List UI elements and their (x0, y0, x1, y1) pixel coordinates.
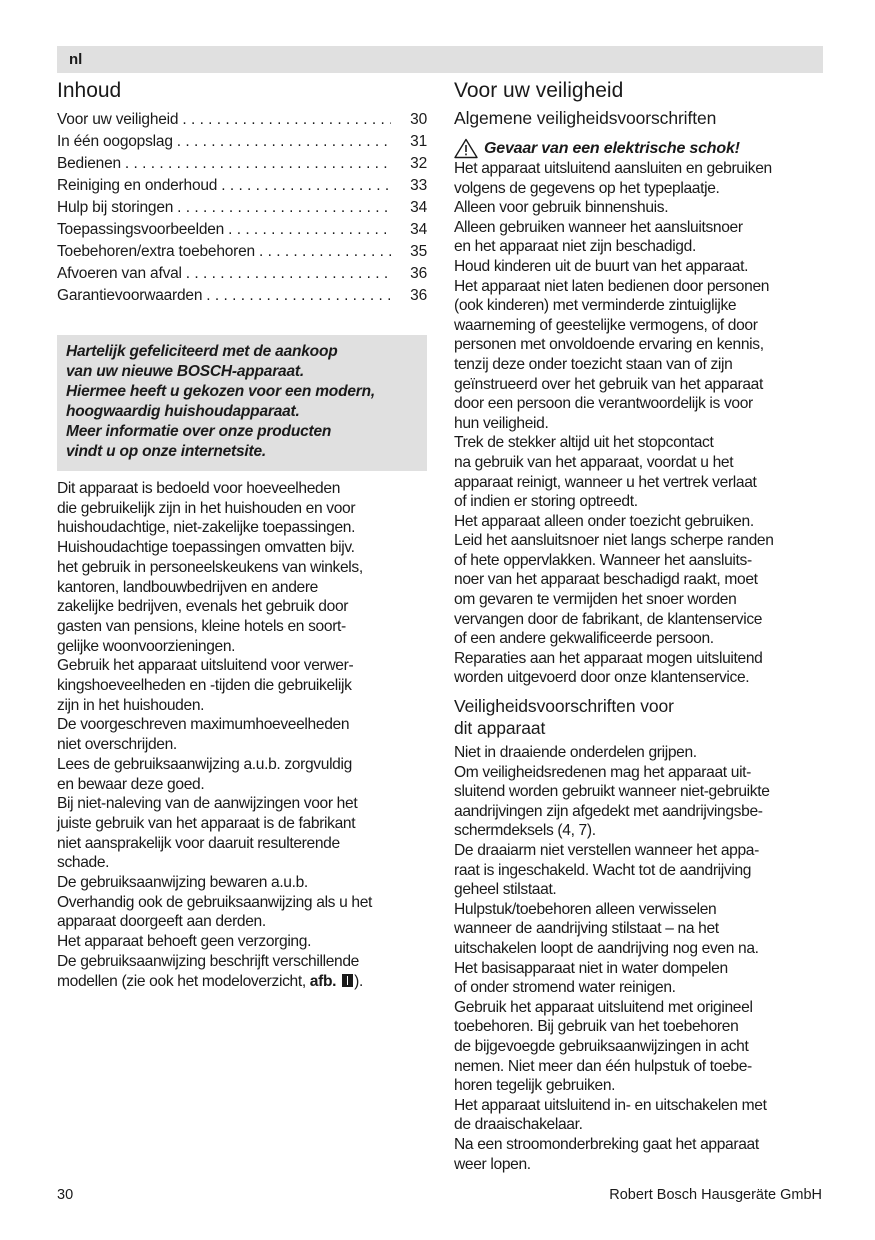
text-line: na gebruik van het apparaat, voordat u het (454, 453, 734, 471)
text-line: of indien er storing optreedt. (454, 493, 638, 511)
text-line: die gebruikelijk zijn in het huishouden en voor (57, 499, 356, 517)
text-line: het gebruik in personeelskeukens van winkels, (57, 558, 363, 576)
device-safety-text (454, 743, 824, 1174)
text-line: De voorgeschreven maximumhoeveelheden (57, 716, 350, 734)
intro-paragraph (57, 873, 427, 932)
text-line: en het apparaat niet zijn beschadigd. (454, 238, 696, 256)
text-line: kingshoeveelheden en -tijden die gebruikelijk (57, 677, 352, 695)
device-safety-heading (454, 695, 824, 739)
safety-paragraph (454, 531, 824, 649)
text-line: apparaat doorgeeft aan derden. (57, 913, 266, 931)
safety-paragraph (454, 218, 824, 257)
intro-paragraph (57, 479, 427, 656)
text-line: kantoren, landbouwbedrijven en andere (57, 578, 319, 596)
text-line: niet overschrijden. (57, 736, 177, 754)
text-line: nemen. Niet meer dan één hulpstuk of toebe- (454, 1057, 752, 1075)
text-line: Na een stroomonderbreking gaat het apparaat (454, 1135, 759, 1153)
text-line: om gevaren te vermijden het snoer worden (454, 591, 737, 609)
text-line: of onder stromend water reinigen. (454, 979, 676, 997)
intro-paragraph (57, 794, 427, 873)
safety-title: Voor uw veiligheid (454, 79, 624, 102)
text-line: weer lopen. (454, 1155, 531, 1173)
text-line: Gebruik het apparaat uitsluitend met origineel (454, 998, 753, 1016)
toc-entry (57, 131, 427, 153)
toc-leader-dots (182, 109, 391, 131)
text-line: zijn in het huishouden. (57, 696, 205, 714)
safety-paragraph (454, 959, 824, 998)
intro-paragraph (57, 715, 427, 754)
safety-paragraph (454, 198, 824, 218)
toc-entry (57, 175, 427, 197)
left-column (57, 78, 427, 991)
safety-paragraph (454, 277, 824, 434)
toc-entry-page: 34 (410, 221, 427, 238)
warning-triangle-icon (454, 138, 478, 159)
right-column (454, 78, 824, 1174)
warning-text: Gevaar van een elektrische schok! (484, 139, 740, 157)
toc-entry-title: Bedienen (57, 155, 121, 172)
congratulations-box (57, 335, 427, 471)
text-line: vervangen door de fabrikant, de klantenservice (454, 610, 763, 628)
safety-paragraph (454, 1135, 824, 1174)
text-line: Niet in draaiende onderdelen grijpen. (454, 744, 697, 762)
text-line: sluitend worden gebruikt wanneer niet-gebruikte (454, 783, 770, 801)
text-line: De draaiarm niet verstellen wanneer het appa- (454, 842, 759, 859)
figure-reference: afb. (309, 972, 337, 990)
toc-leader-dots (221, 175, 391, 197)
toc-entry (57, 263, 427, 285)
text-line: Het apparaat uitsluitend aansluiten en gebruiken (454, 160, 772, 177)
text-line: Reparaties aan het apparaat mogen uitsluitend (454, 649, 763, 667)
safety-paragraph (454, 512, 824, 532)
text-line: uitschakelen loopt de aandrijving nog even na. (454, 939, 759, 957)
general-safety-text (454, 159, 824, 688)
text-line: aandrijvingen zijn afgedekt met aandrijvingsbe- (454, 802, 763, 820)
text-line: Het apparaat niet laten bedienen door personen (454, 277, 770, 295)
text-line: Gebruik het apparaat uitsluitend voor verwer- (57, 657, 354, 675)
text-line: de bijgevoegde gebruiksaanwijzingen in acht (454, 1037, 749, 1055)
toc-leader-dots (186, 263, 391, 285)
text-line: Houd kinderen uit de buurt van het apparaat. (454, 257, 749, 275)
text-line: De gebruiksaanwijzing beschrijft verschillende (57, 952, 359, 970)
toc-leader-dots (206, 285, 391, 307)
toc-entry-title: Garantievoorwaarden (57, 287, 203, 304)
intro-paragraph (57, 656, 427, 715)
safety-paragraph (454, 433, 824, 511)
text-line: worden uitgevoerd door onze klantenservice. (454, 669, 750, 687)
safety-paragraph (454, 998, 824, 1096)
text-line: geïnstrueerd over het gebruik van het apparaat (454, 375, 763, 393)
congrats-line: Hiermee heeft u gekozen voor een modern, (66, 383, 375, 400)
text-line: of een andere gekwalificeerde persoon. (454, 630, 714, 648)
language-tab (57, 46, 823, 73)
text-line: raat is ingeschakeld. Wacht tot de aandrijving (454, 861, 752, 879)
text-line (57, 972, 427, 992)
toc-entry-title: In één oogopslag (57, 133, 173, 150)
text-line: door een persoon die verantwoordelijk is voor (454, 395, 753, 413)
page-number: 30 (57, 1187, 74, 1203)
text-line: waarneming of geestelijke vermogens, of door (454, 316, 758, 334)
intro-paragraph (57, 755, 427, 794)
congrats-line: vindt u op onze internetsite. (66, 443, 267, 460)
toc-entry-title: Toepassingsvoorbeelden (57, 221, 225, 238)
text-line: Veiligheidsvoorschriften voor (454, 696, 674, 717)
safety-paragraph (454, 763, 824, 841)
text-line: Het apparaat behoeft geen verzorging. (57, 933, 312, 951)
text-line: apparaat reinigt, wanneer u het vertrek verlaat (454, 473, 757, 491)
text-line: Lees de gebruiksaanwijzing a.u.b. zorgvuldig (57, 755, 352, 773)
text-line: schade. (57, 854, 110, 872)
toc-leader-dots (125, 153, 391, 175)
text-line: dit apparaat (454, 718, 546, 739)
toc-entry (57, 197, 427, 219)
toc-title: Inhoud (57, 79, 122, 102)
text-line: toebehoren. Bij gebruik van het toebehoren (454, 1018, 739, 1036)
toc-leader-dots (177, 131, 391, 153)
text-line: of hete oppervlakken. Wanneer het aansluits- (454, 551, 752, 569)
toc-entry (57, 109, 427, 131)
safety-paragraph (454, 159, 824, 198)
text-line: Trek de stekker altijd uit het stopcontact (454, 434, 714, 452)
toc-entry (57, 219, 427, 241)
text-line: juiste gebruik van het apparaat is de fabrikant (57, 814, 356, 832)
text-line: horen tegelijk gebruiken. (454, 1077, 616, 1095)
toc-entry-title: Reiniging en onderhoud (57, 177, 218, 194)
text-line: personen met onvoldoende ervaring en kennis, (454, 336, 764, 354)
electric-shock-warning (454, 138, 824, 159)
toc-entry-title: Toebehoren/extra toebehoren (57, 243, 255, 260)
text-line: schermdeksels (4, 7). (454, 822, 596, 840)
toc-entry-page: 32 (410, 155, 427, 172)
text-line: Alleen voor gebruik binnenshuis. (454, 199, 669, 217)
text-line: Het apparaat uitsluitend in- en uitschakelen met (454, 1096, 767, 1114)
toc-entry-page: 36 (410, 265, 427, 282)
text-line: Huishoudachtige toepassingen omvatten bijv. (57, 539, 355, 557)
toc-entry-title: Hulp bij storingen (57, 199, 174, 216)
toc-leader-dots (228, 219, 391, 241)
congrats-line: hoogwaardig huishoudapparaat. (66, 403, 300, 420)
intro-paragraph (57, 932, 427, 952)
text-line: wanneer de aandrijving stilstaat – na het (454, 920, 719, 938)
toc-entry-page: 36 (410, 287, 427, 304)
safety-paragraph (454, 649, 824, 688)
safety-paragraph (454, 841, 824, 900)
text-line: tenzij deze onder toezicht staan van of zijn (454, 355, 733, 373)
text-line: noer van het apparaat beschadigd raakt, moet (454, 571, 758, 589)
text-line: Bij niet-naleving van de aanwijzingen voor het (57, 795, 358, 813)
intro-paragraph-figure (57, 952, 427, 991)
text-line: Het basisapparaat niet in water dompelen (454, 959, 728, 977)
toc-entry-page: 34 (410, 199, 427, 216)
text-line: Leid het aansluitsnoer niet langs scherpe randen (454, 532, 774, 550)
text-line: Dit apparaat is bedoeld voor hoeveelheden (57, 480, 341, 497)
congrats-line: van uw nieuwe BOSCH-apparaat. (66, 363, 304, 380)
toc-leader-dots (177, 197, 391, 219)
congrats-line: Hartelijk gefeliciteerd met de aankoop (66, 343, 338, 360)
toc-entry-page: 33 (410, 177, 427, 194)
toc-entry-title: Afvoeren van afval (57, 265, 182, 282)
intro-text (57, 479, 427, 991)
text-line: Hulpstuk/toebehoren alleen verwisselen (454, 900, 717, 918)
text-fragment: modellen (zie ook het modeloverzicht, (57, 972, 310, 990)
table-of-contents (57, 109, 427, 307)
toc-entry-title: Voor uw veiligheid (57, 111, 179, 128)
figure-one-icon (342, 974, 353, 987)
text-line: Het apparaat alleen onder toezicht gebruiken. (454, 512, 754, 530)
safety-paragraph (454, 1096, 824, 1135)
text-line: Om veiligheidsredenen mag het apparaat uit- (454, 763, 752, 781)
safety-paragraph (454, 743, 824, 763)
language-label: nl (69, 51, 83, 68)
general-safety-heading: Algemene veiligheidsvoorschriften (454, 108, 717, 128)
text-line: niet aansprakelijk voor daaruit resulterende (57, 834, 340, 852)
text-line: Overhandig ook de gebruiksaanwijzing als u het (57, 893, 373, 911)
text-line: hun veiligheid. (454, 414, 549, 432)
toc-entry (57, 241, 427, 263)
text-line: (ook kinderen) met verminderde zintuiglijke (454, 297, 737, 315)
safety-paragraph (454, 900, 824, 959)
text-line: gelijke woonvoorzieningen. (57, 637, 236, 655)
text-line: gasten van pensions, kleine hotels en soort- (57, 617, 346, 635)
text-line: volgens de gegevens op het typeplaatje. (454, 179, 720, 197)
toc-entry-page: 35 (410, 243, 427, 260)
text-line: de draaischakelaar. (454, 1116, 583, 1134)
toc-entry (57, 153, 427, 175)
text-line: De gebruiksaanwijzing bewaren a.u.b. (57, 874, 308, 892)
text-line: zakelijke bedrijven, evenals het gebruik door (57, 598, 349, 616)
text-fragment: ). (354, 972, 363, 990)
text-line: huishoudachtige, niet-zakelijke toepassingen. (57, 519, 356, 537)
toc-entry-page: 31 (410, 133, 427, 150)
toc-leader-dots (259, 241, 391, 263)
congrats-line: Meer informatie over onze producten (66, 423, 332, 440)
text-line: en bewaar deze goed. (57, 775, 205, 793)
text-line: Alleen gebruiken wanneer het aansluitsnoer (454, 218, 743, 236)
safety-paragraph (454, 257, 824, 277)
toc-entry-page: 30 (410, 111, 427, 128)
toc-entry (57, 285, 427, 307)
text-line: geheel stilstaat. (454, 881, 557, 899)
company-name: Robert Bosch Hausgeräte GmbH (609, 1187, 822, 1203)
